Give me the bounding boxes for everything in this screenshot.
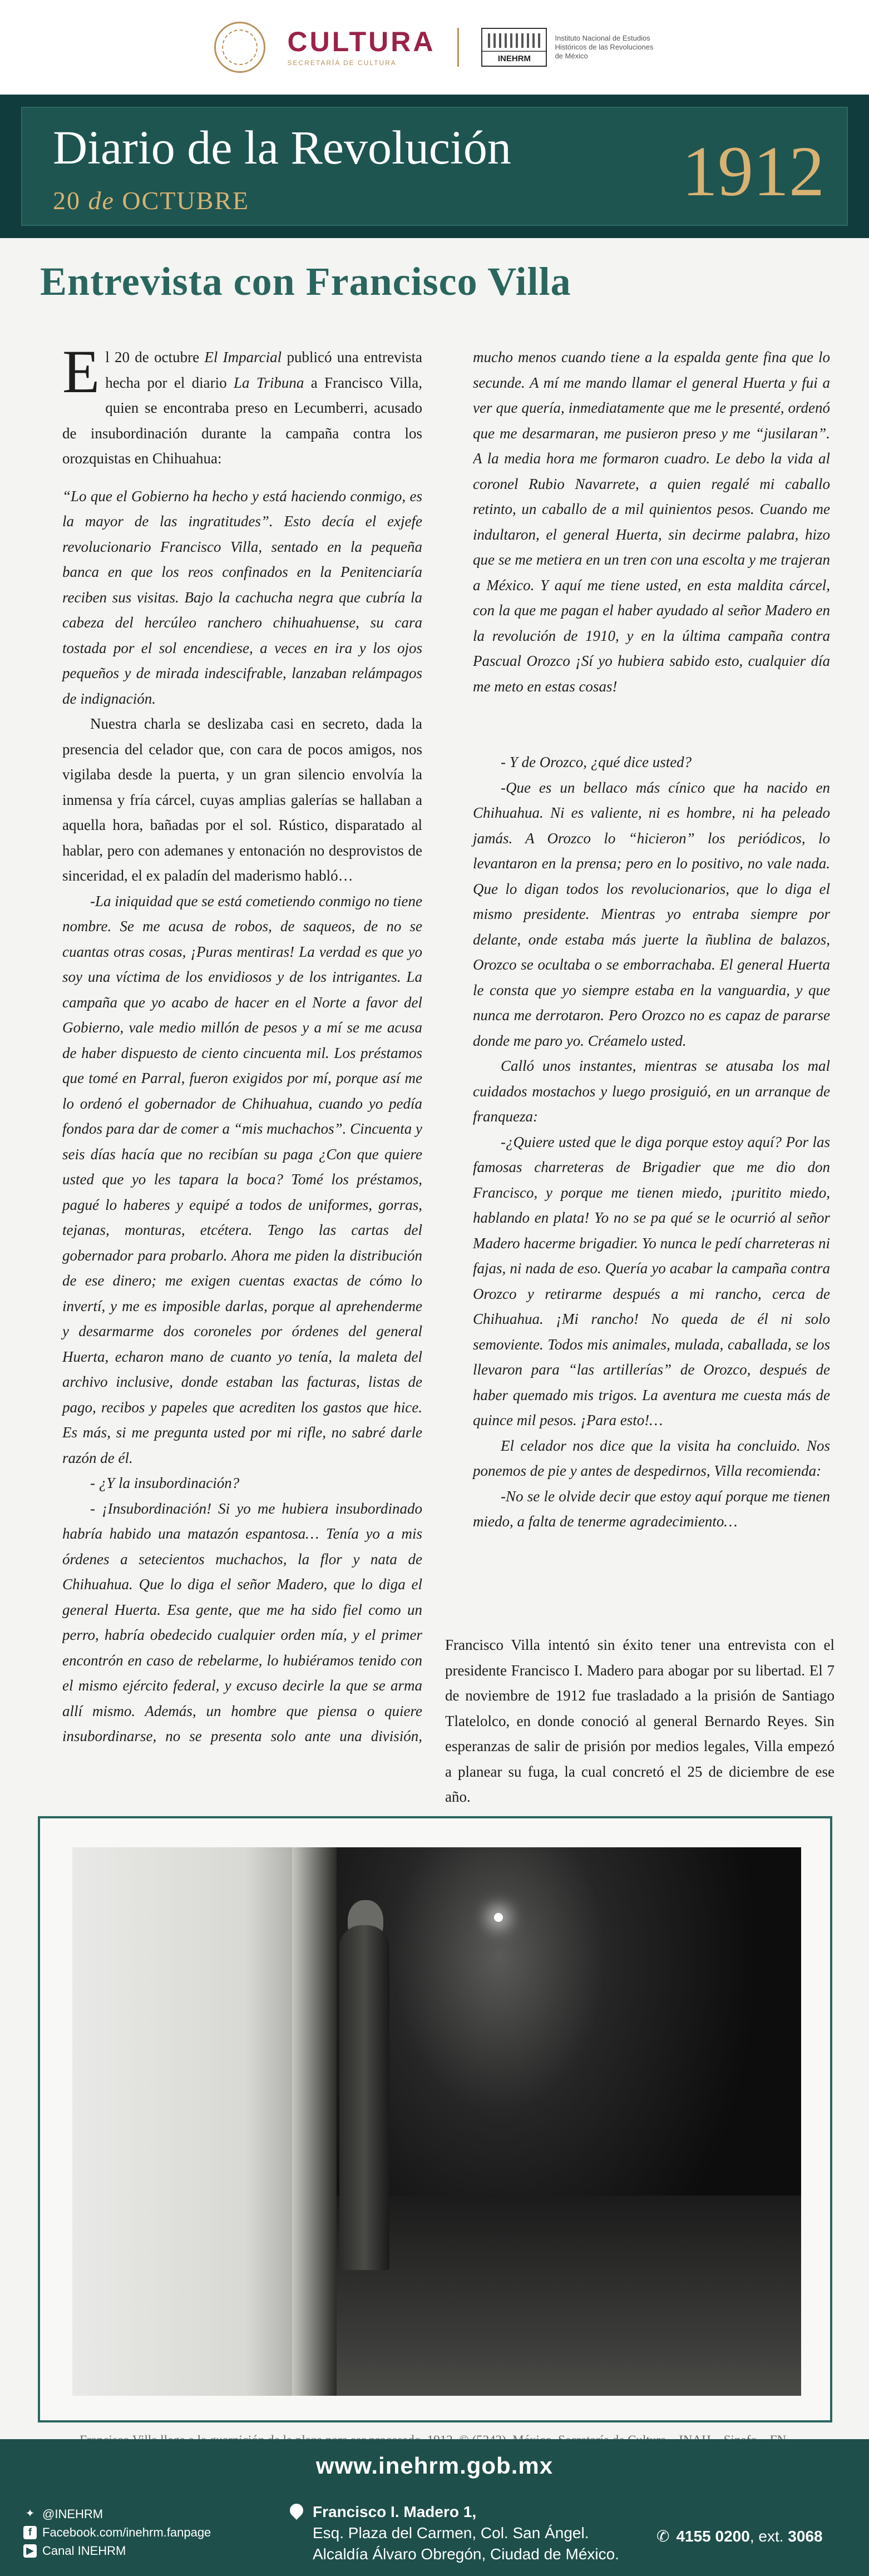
cultura-subtitle: SECRETARÍA DE CULTURA [287,59,397,67]
facebook-handle: Facebook.com/inehrm.fanpage [42,2525,211,2539]
twitter-handle: @INEHRM [42,2507,103,2521]
cultura-logo[interactable] [288,28,436,67]
inehrm-building-icon [481,28,547,67]
quote-paragraph-7: -Que es un bellaco más cínico que ha nacido en Chihuahua. Ni es valiente, ni es hombre, ni ha peleado jamás. A Orozco lo “hicieron” los periódicos, lo levantaron en la prensa; pero en lo positivo, no vale nada. Que lo digan todos los revolucionarios, que lo diga el mismo presidente. Mientras yo entraba siempre por delante, onde estaba más juerte la ñublina de balazos, Orozco se ocultaba o se emborrachaba. El general Huerta le consta que yo siempre estaba en la vanguardia, y que nunca me derrotaron. Pero Orozco no es capaz de pararse donde me paro yo. Créamelo usted. [473,779,830,1049]
issue-day: 20 [53,186,81,215]
phone-number: 4155 0200 [676,2527,750,2545]
quote-paragraph-9: -¿Quiere usted que le diga porque estoy aquí? Por las famosas charreteras de Brigadier que me dio don Francisco, y porque me tienen miedo, ¡puritito miedo, hablando en plata! Yo no se pa qué se le ocurrió al señor Madero hacerme brigadier. Yo nunca le pedí charreteras ni fajas, ni nada de eso. Quería yo acabar la campaña contra Orozco y retirarme después a mi rancho, cerca de Chihuahua. ¡Mi rancho! No queda de él ni solo semoviente. Todos mis animales, mulada, caballada, se los llevaron para “las artillerías” de Orozco, después de haber quemado mis trigos. La aventura me cuesta más de quince mil pesos. ¡Para esto!… [473,1133,830,1428]
address-block [289,2501,619,2565]
issue-date [53,186,249,215]
historic-photo [72,1847,801,2396]
quote-paragraph-1: “Lo que el Gobierno ha hecho y está haciendo conmigo, es la mayor de las ingratitudes”. Esto decía el exjefe revolucionario Francisco Villa, sentado en la pequeña banca en que los reos confinados en la Penitenciaría reciben sus visitas. Bajo la cachucha negra que cubría la cabeza del hercúleo ranchero chihuahuense, su cara tostada por el sol encendiese, a veces en ira y los ojos pequeños y de mirada indescifrable, lanzaban relámpagos de indignación. [62,487,422,707]
photo-doorframe [292,1847,337,2396]
inehrm-name: Instituto Nacional de Estudios Históricos de las Revoluciones de México [555,33,654,61]
quote-paragraph-5-continued [473,345,830,750]
facebook-icon: f [23,2526,37,2539]
youtube-channel: Canal INEHRM [42,2544,126,2558]
header-logos [0,0,869,95]
photo-frame [38,1816,832,2422]
logo-divider [457,28,459,67]
phone-text [676,2528,822,2545]
quote-paragraph-5-overflow: mucho menos cuando tiene a la espalda gente fina que lo secunde. A mí me mando llamar el general Huerta y fui a ver que quería, inmediatamente que me le presenté, ordenó que me desarmaran, me pusieron preso y me “jusilaran”. A la media hora me formaron cuadro. Le debo la vida al coronel Rubio Navarrete, a quien regalé mi caballo retinto, un caballo de a mil quinientos pesos. Cuando me indultaron, el general Huerta, sin decirme palabra, hizo que se me metiera en un tren con una escolta y me trajeran a México. Y aquí me tiene usted, en esta maldita cárcel, con la que me pagan el haber ayudado al señor Madero en la revolución de 1910, y en la última campaña contra Pascual Orozco ¡Sí yo hubiera sabido esto, cualquier día me meto en estas cosas! [473,349,830,695]
article-column-left [62,338,422,1749]
youtube-link[interactable] [23,2542,211,2560]
photo-wall [72,1847,320,2396]
article-title: Entrevista con Francisco Villa [40,259,571,304]
address-title: Francisco I. Madero 1, [313,2503,477,2520]
facebook-link[interactable] [23,2523,211,2542]
narrative-paragraph-8: Calló unos instantes, mientras se atusaba los mal cuidados mostachos y luego prosiguió, en un arranque de franqueza: [473,1057,830,1125]
narrative-paragraph-2: Nuestra charla se deslizaba casi en secreto, dada la presencia del celador que, con cara de pocos amigos, nos vigilaba desde la puerta, y un gran silencio envolvía la inmensa y fría cárcel, cuyas amplias galerías se hallaban a aquella hora, bañadas por el sol. Rústico, disparatado al hablar, pero con ademanes y entonación no desprovistos de sinceridad, el ex paladín del maderismo habló… [62,715,422,884]
inehrm-logo[interactable] [481,28,655,67]
photo-floor [337,2196,801,2396]
quote-paragraph-3: -La iniquidad que se está cometiendo conmigo no tiene nombre. Se me acusa de robos, de saqueos, de no se cuantas otras cosas, ¡Puras mentiras! La verdad es que yo soy una víctima de los envidiosos y de los intrigantes. La campaña que yo acabo de hacer en el Norte a favor del Gobierno, vale medio millón de pesos y a mí se me acusa de haber dispuesto de ciento cincuenta mil. Los préstamos que tomé en Parral, fueron exigidos por mí, porque así me lo ordenó el gobernador de Chihuahua, cuando yo pedía fondos para dar de comer a “mis muchachos”. Cincuenta y seis días hacía que no recibían su paga ¿Con que quiere usted que yo les tapara la boca? Tomé los préstamos, pagué lo haberes y equipé a todos de uniformes, gorras, tejanas, monturas, etcétera. Tengo las cartas del gobernador para probarlo. Ahora me piden la distribución de ese dinero; me exigen cuentas exactas de cómo lo invertí, y me es imposible darlas, porque al aprehenderme y desarmarme dos coroneles por órdenes del general Huerta, echaron mano de cuanto yo tenía, la maleta del archivo inclusive, donde estaban las facturas, listas de pago, recibos y papeles que acrediten los gastos que hice. Es más, si me pregunta usted por mi rifle, no sabré darle razón de él. [62,892,422,1466]
question-paragraph-4: - ¿Y la insubordinación? [90,1475,240,1491]
drop-cap: E [62,338,100,406]
periodical-la-tribuna: La Tribuna [233,374,304,391]
intro-paragraph [62,338,422,472]
periodical-el-imparcial: El Imparcial [204,349,282,365]
banner-panel [21,107,848,226]
photo-lamp [494,1913,503,1922]
phone-block[interactable] [656,2527,823,2545]
closing-paragraph: Francisco Villa intentó sin éxito tener una entrevista con el presidente Francisco I. Madero para abogar por su libertad. El 7 de noviembre de 1912 fue trasladado a la prisión de Santiago Tlatelolco, en donde conoció al general Bernardo Reyes. Sin esperanzas de salir de prisión por medios legales, Villa empezó a planear su fuga, la cual concretó el 25 de diciembre de ese año. [445,1636,835,1805]
footer [0,2439,869,2576]
quote-paragraph-11: -No se le olvide decir que estoy aquí porque me tienen miedo, a falta de tenerme agradecimiento… [473,1487,830,1530]
photo-figure-villa [339,1925,389,2270]
article-column-right [473,345,830,1535]
narrative-paragraph-10: El celador nos dice que la visita ha concluido. Nos ponemos de pie y antes de despedirnos, Villa recomienda: [473,1437,830,1479]
twitter-link[interactable] [23,2505,211,2523]
cultura-wordmark: CULTURA [287,26,436,57]
address-line-2: Esq. Plaza del Carmen, Col. San Ángel. [313,2524,589,2542]
address-line-3: Alcaldía Álvaro Obregón, Ciudad de México. [313,2545,619,2563]
phone-icon: ✆ [656,2528,670,2545]
issue-banner [0,95,869,238]
twitter-icon: ✦ [25,2508,35,2520]
phone-ext: 3068 [788,2527,823,2545]
phone-ext-label: , ext. [749,2527,788,2545]
address-lines [313,2501,619,2565]
social-links [23,2505,211,2560]
youtube-icon: ▶ [23,2544,37,2558]
intro-text-a: l 20 de octubre [105,349,205,365]
quote-paragraph-5: - ¡Insubordinación! Si yo me hubiera insubordinado habría habido una matazón espantosa… Tenía yo a mis órdenes a setecientos muchachos, la flor y nata de Chihuahua. Que lo diga el señor Madero, que lo diga el general Huerta. Esa gente, que me ha sido fiel como un perro, habría obedecido cualquier orden mía, y el primer encontrón en caso de rebelarme, lo hubiéramos tenido con el mismo ejército federal, y excuso decirle la que se arma allí mismo. Además, un hombre que piensa o quiere insubordinarse, no se presenta solo ante una división, [62,1500,422,1744]
website-link[interactable]: www.inehrm.gob.mx [315,2453,554,2479]
issue-year: 1912 [682,132,824,211]
issue-date-de: de [88,186,115,215]
intro-text-c: a Francisco Villa, quien se encontraba preso en Lecumberri, acusado de insubordinación durante la campaña contra los orozquistas en Chihuahua: [62,374,422,467]
publication-title: Diario de la Revolución [53,121,511,174]
location-pin-icon [289,2504,304,2523]
mexico-seal-icon [214,22,265,73]
question-paragraph-6: - Y de Orozco, ¿qué dice usted? [501,754,692,770]
intro-text-b: publicó una entrevista hecha por el diario [105,349,422,391]
issue-month: OCTUBRE [122,186,250,215]
inehrm-abbr: INEHRM [497,54,531,63]
